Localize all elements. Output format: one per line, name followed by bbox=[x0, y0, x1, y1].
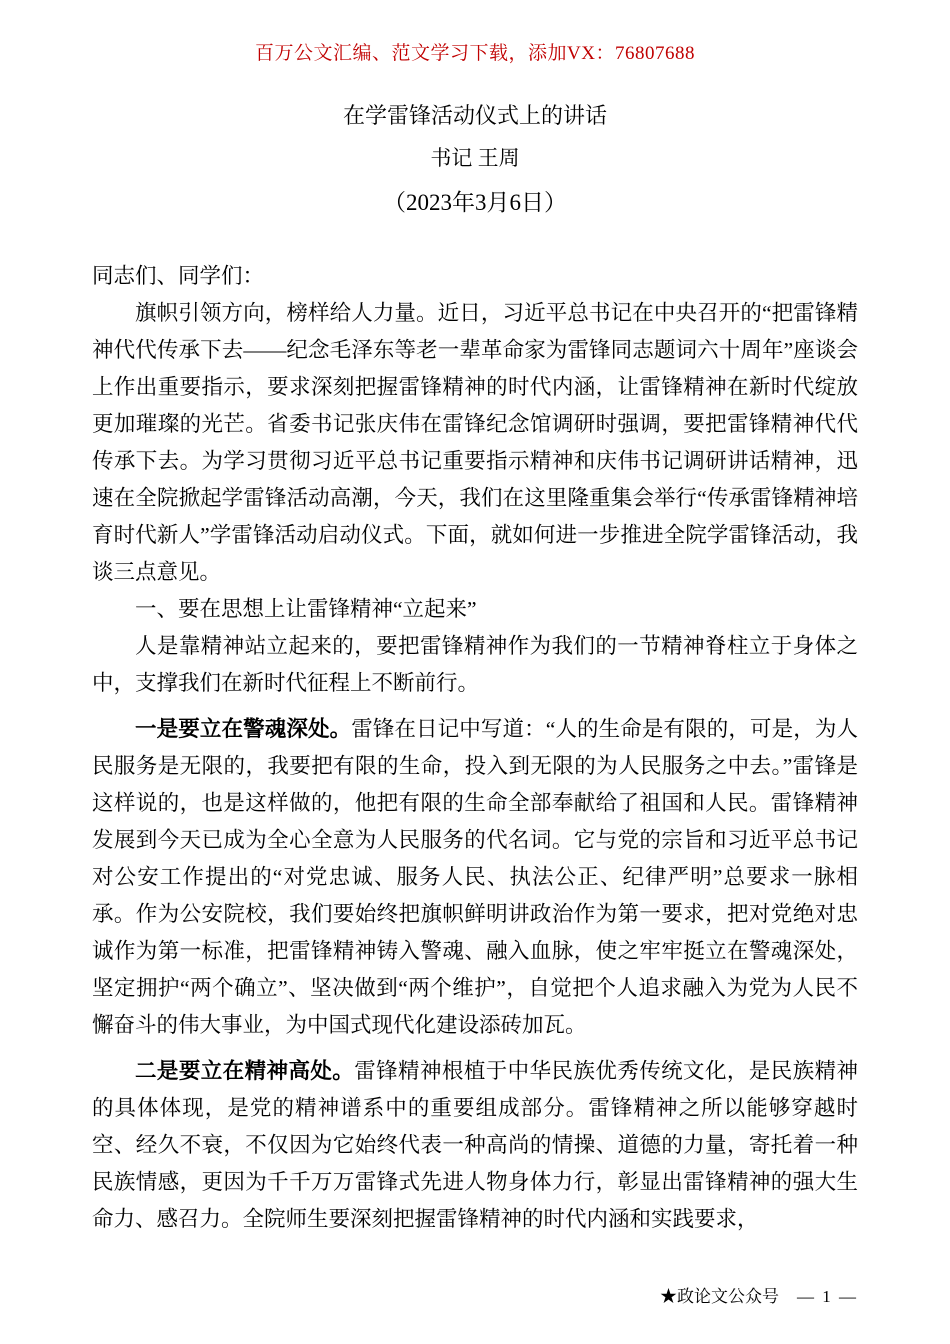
paragraph-3-bold-lead: 一是要立在警魂深处。 bbox=[135, 717, 352, 741]
paragraph-2: 人是靠精神站立起来的，要把雷锋精神作为我们的一节精神脊柱立于身体之中，支撑我们在新时代征程上不断前行。 bbox=[92, 634, 858, 695]
date-line: （2023年3月6日） bbox=[383, 190, 567, 215]
paragraph-3 bbox=[92, 711, 858, 1044]
paragraph-4 bbox=[92, 1053, 858, 1238]
paragraph-4-text: 雷锋精神根植于中华民族优秀传统文化，是民族精神的具体体现，是党的精神谱系中的重要组成部分。雷锋精神之所以能够穿越时空、经久不衰，不仅因为它始终代表一种高尚的情操、道德的力量，寄托着一种民族情感，更因为千千万万雷锋式先进人物身体力行，彰显出雷锋精神的强大生命力、感召力。全院师生要深刻把握雷锋精神的时代内涵和实践要求， bbox=[92, 1059, 858, 1231]
paragraph-4-bold-lead: 二是要立在精神高处。 bbox=[135, 1059, 355, 1083]
document-body bbox=[92, 258, 858, 1238]
page-footer bbox=[660, 1286, 858, 1308]
salutation: 同志们、同学们： bbox=[92, 264, 265, 288]
page-number: — 1 — bbox=[797, 1287, 858, 1306]
author-line: 书记 王周 bbox=[430, 146, 520, 170]
paragraph-3-text: 雷锋在日记中写道：“人的生命是有限的，可是，为人民服务是无限的，我要把有限的生命，投入到无限的为人民服务之中去。”雷锋是这样说的，也是这样做的，他把有限的生命全部奉献给了祖国和人民。雷锋精神发展到今天已成为全心全意为人民服务的代名词。它与党的宗旨和习近平总书记对公安工作提出的“对党忠诚、服务人民、执法公正、纪律严明”总要求一脉相承。作为公安院校，我们要始终把旗帜鲜明讲政治作为第一要求，把对党绝对忠诚作为第一标准，把雷锋精神铸入警魂、融入血脉，使之牢牢挺立在警魂深处，坚定拥护“两个确立”、坚决做到“两个维护”，自觉把个人追求融入为党为人民不懈奋斗的伟大事业，为中国式现代化建设添砖加瓦。 bbox=[92, 717, 858, 1037]
promo-header-text: 百万公文汇编、范文学习下载，添加VX：76807688 bbox=[255, 43, 695, 64]
document-title: 在学雷锋活动仪式上的讲话 bbox=[342, 103, 607, 128]
section-heading-1: 一、要在思想上让雷锋精神“立起来” bbox=[135, 597, 477, 621]
paragraph-intro: 旗帜引领方向，榜样给人力量。近日，习近平总书记在中央召开的“把雷锋精神代代传承下去——纪念毛泽东等老一辈革命家为雷锋同志题词六十周年”座谈会上作出重要指示，要求深刻把握雷锋精神的时代内涵，让雷锋精神在新时代绽放更加璀璨的光芒。省委书记张庆伟在雷锋纪念馆调研时强调，要把雷锋精神代代传承下去。为学习贯彻习近平总书记重要指示精神和庆伟书记调研讲话精神，迅速在全院掀起学雷锋活动高潮，今天，我们在这里隆重集会举行“传承雷锋精神培育时代新人”学雷锋活动启动仪式。下面，就如何进一步推进全院学雷锋活动，我谈三点意见。 bbox=[92, 301, 858, 584]
watermark-text: ★政论文公众号 bbox=[660, 1287, 779, 1306]
